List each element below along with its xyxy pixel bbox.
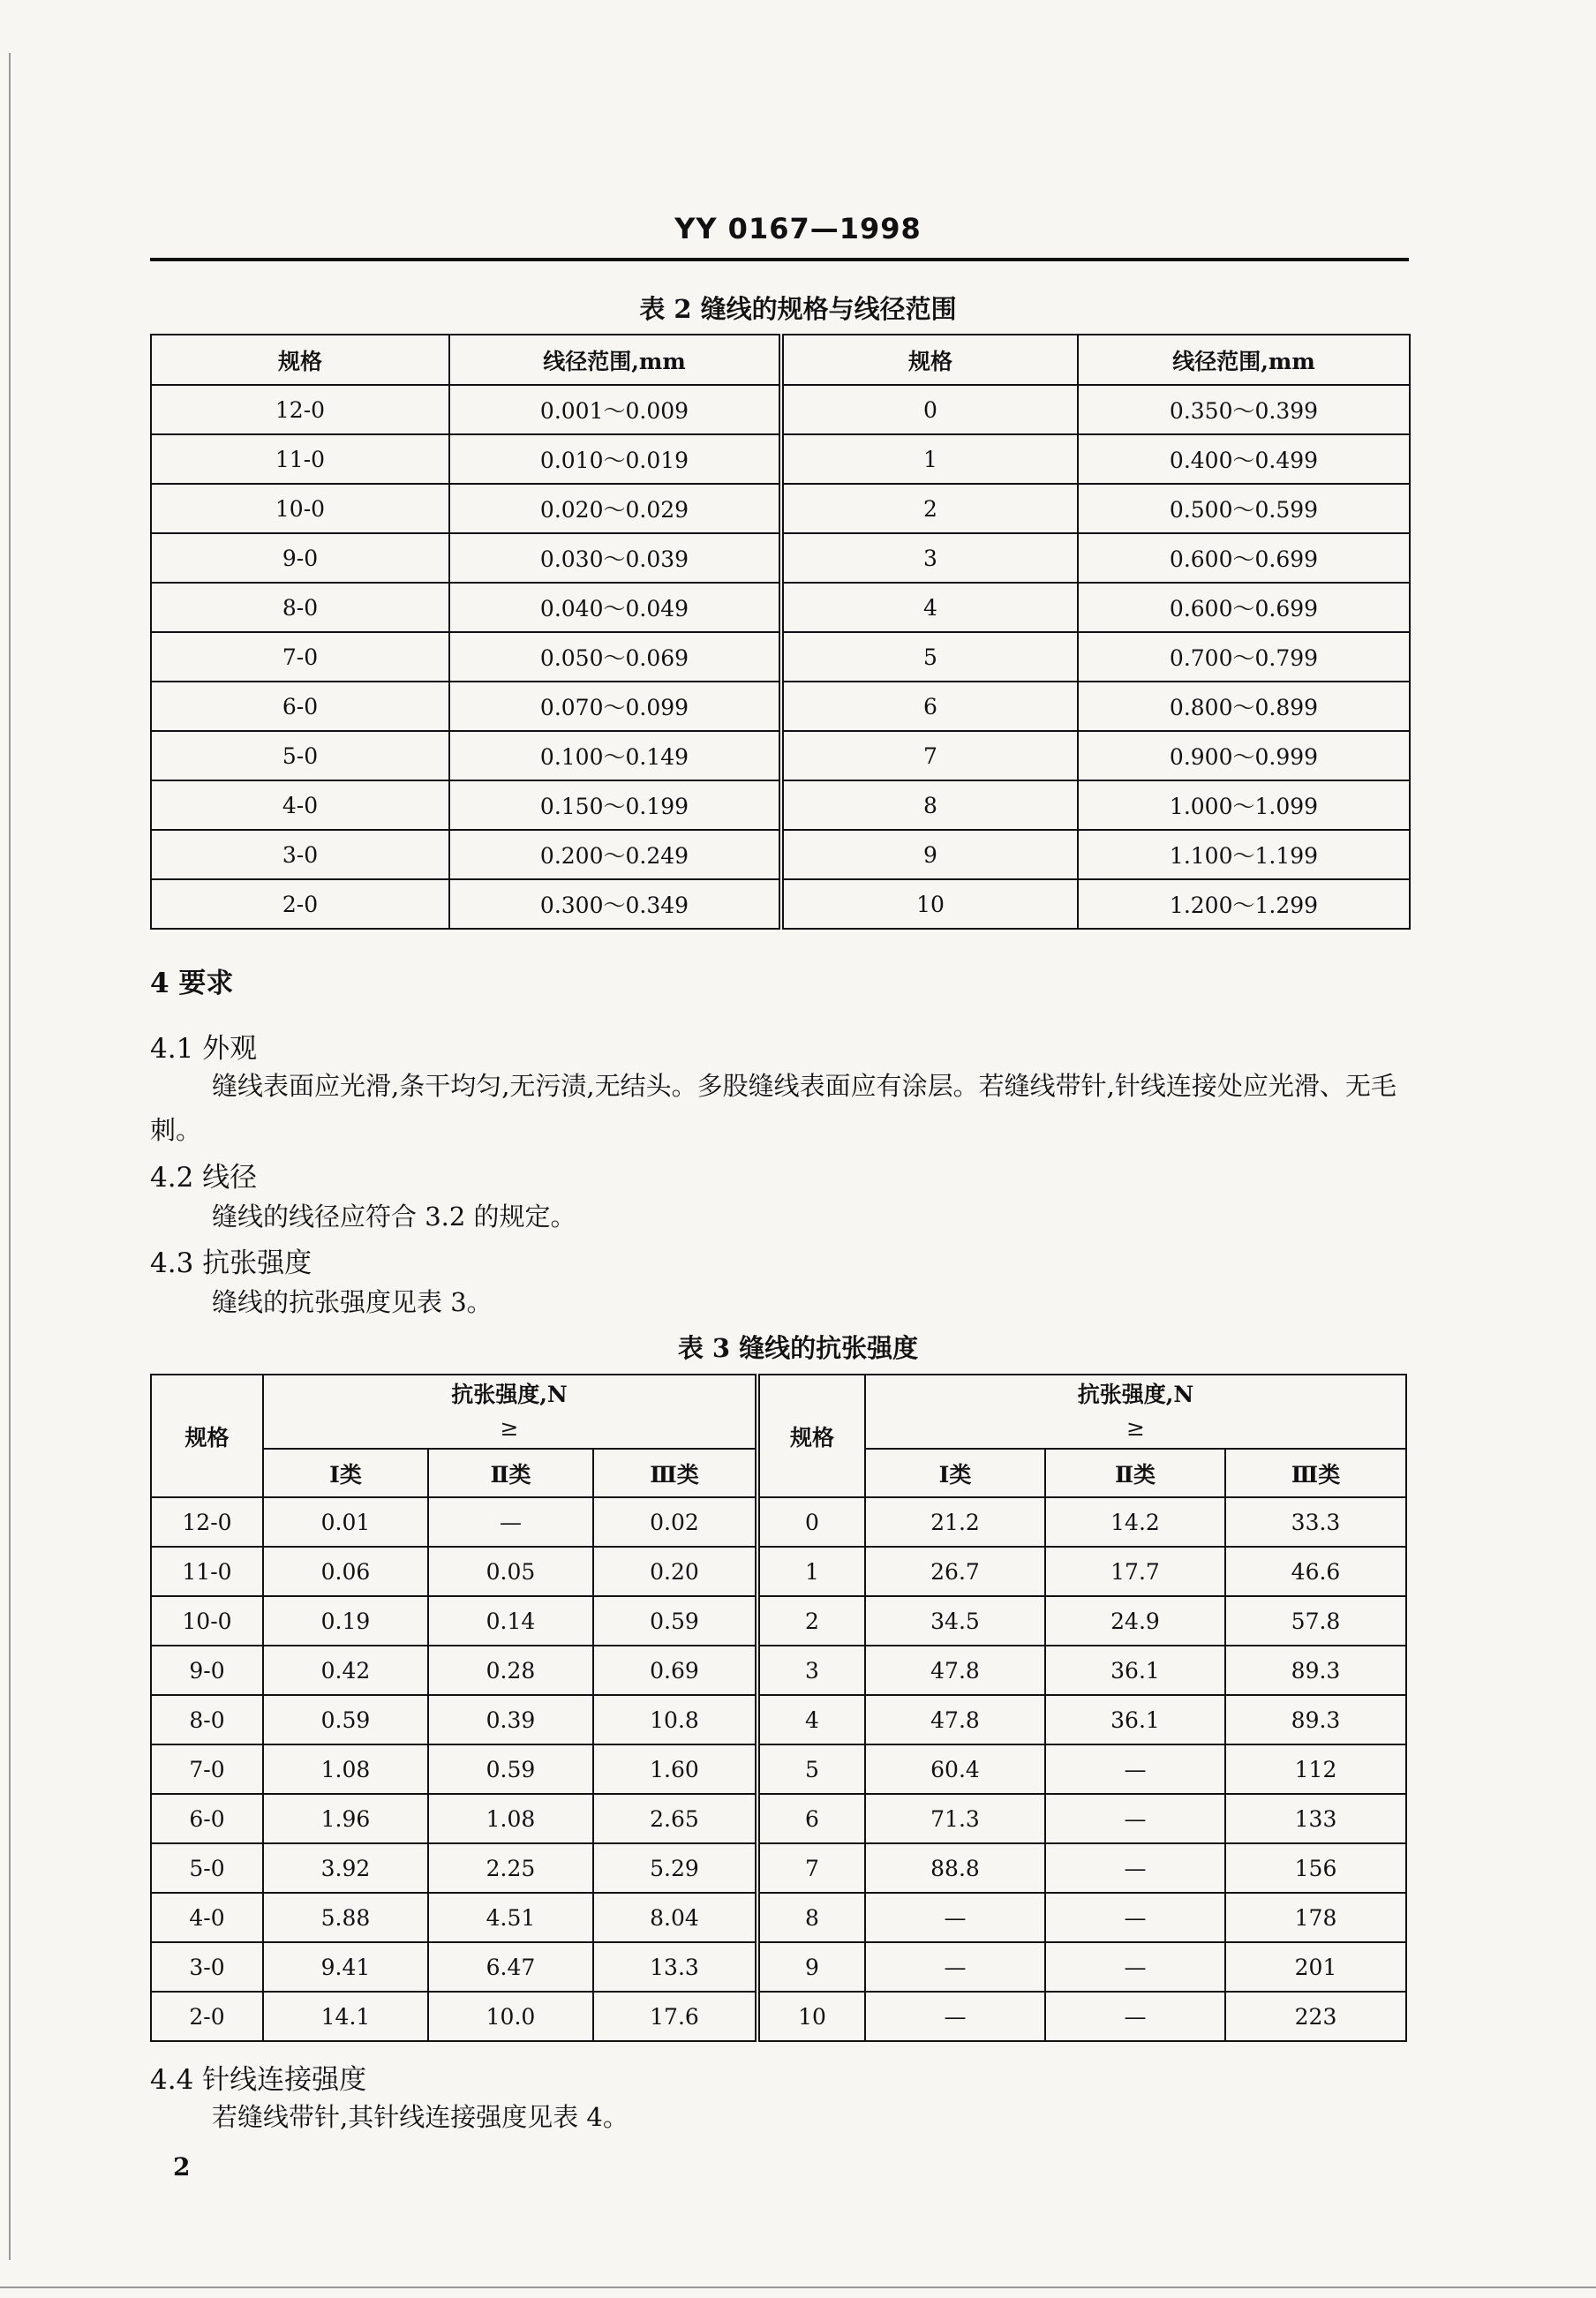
table-cell: 7-0: [151, 1744, 263, 1794]
min-symbol: ≥: [1126, 1415, 1145, 1441]
table3: [150, 1374, 1407, 2042]
table-cell: 0.39: [428, 1695, 593, 1744]
class-header: Ⅲ类: [593, 1449, 757, 1497]
table2: [150, 334, 1411, 930]
table3-strength-header: [865, 1375, 1406, 1449]
table-cell: 10.8: [593, 1695, 757, 1744]
table-cell: 1.96: [263, 1794, 428, 1843]
bottom-edge-line: [0, 2287, 1596, 2288]
table-cell: 5: [757, 1744, 865, 1794]
table-cell: —: [428, 1497, 593, 1547]
table-cell: 11-0: [151, 1547, 263, 1596]
min-symbol: ≥: [500, 1415, 519, 1441]
table-cell: 0.59: [263, 1695, 428, 1744]
table-cell: 89.3: [1225, 1695, 1406, 1744]
table-cell: 33.3: [1225, 1497, 1406, 1547]
table-cell: 5.88: [263, 1893, 428, 1942]
table-cell: 0.20: [593, 1547, 757, 1596]
table2-row: [151, 780, 1410, 830]
section-4-4-heading: 4.4 针线连接强度: [150, 2064, 367, 2096]
strength-label: 抗张强度,N: [1077, 1382, 1194, 1407]
section-4-heading: 4 要求: [150, 968, 234, 999]
table-cell: 6: [757, 1794, 865, 1843]
table-cell: 2-0: [151, 879, 449, 929]
table-cell: 88.8: [865, 1843, 1045, 1893]
table-cell: 0.070～0.099: [449, 682, 781, 731]
section-4-4-text: 若缝线带针,其针线连接强度见表 4。: [212, 2102, 629, 2132]
table2-row: [151, 385, 1410, 434]
table2-row: [151, 731, 1410, 780]
table3-row: [151, 1992, 1406, 2041]
table-cell: 10: [757, 1992, 865, 2041]
table-cell: 3-0: [151, 830, 449, 879]
table-cell: 0.600～0.699: [1078, 583, 1410, 632]
table-cell: 5.29: [593, 1843, 757, 1893]
table-cell: 5-0: [151, 731, 449, 780]
table-cell: 8-0: [151, 1695, 263, 1744]
table2-row: [151, 533, 1410, 583]
class-header: Ⅰ类: [263, 1449, 428, 1497]
table-cell: 4: [757, 1695, 865, 1744]
table2-row: [151, 682, 1410, 731]
table2-row: [151, 830, 1410, 879]
table-cell: 0.030～0.039: [449, 533, 781, 583]
table-cell: 133: [1225, 1794, 1406, 1843]
table-cell: 156: [1225, 1843, 1406, 1893]
table-cell: 6: [781, 682, 1078, 731]
table-cell: 1.08: [263, 1744, 428, 1794]
scan-edge-line: [9, 53, 11, 2260]
table-cell: 0.200～0.249: [449, 830, 781, 879]
table-cell: 24.9: [1045, 1596, 1225, 1646]
class-header: Ⅲ类: [1225, 1449, 1406, 1497]
table2-row: [151, 632, 1410, 682]
table-cell: 9.41: [263, 1942, 428, 1992]
table-cell: 1.100～1.199: [1078, 830, 1410, 879]
table-cell: 21.2: [865, 1497, 1045, 1547]
table2-row: [151, 484, 1410, 533]
table2-row: [151, 879, 1410, 929]
table-cell: 0.19: [263, 1596, 428, 1646]
table-cell: 0.05: [428, 1547, 593, 1596]
section-4-2-text: 缝线的线径应符合 3.2 的规定。: [212, 1202, 576, 1232]
table-cell: 2.65: [593, 1794, 757, 1843]
table-cell: 7: [757, 1843, 865, 1893]
table-cell: —: [1045, 1893, 1225, 1942]
table-cell: 12-0: [151, 385, 449, 434]
header-rule: [150, 258, 1409, 261]
table-cell: 0.150～0.199: [449, 780, 781, 830]
table-cell: —: [1045, 1744, 1225, 1794]
table-cell: 34.5: [865, 1596, 1045, 1646]
table-cell: 1: [757, 1547, 865, 1596]
table-cell: —: [1045, 1992, 1225, 2041]
table3-row: [151, 1942, 1406, 1992]
document-header: YY 0167—1998: [674, 212, 922, 245]
table2-header-row: [151, 335, 1410, 385]
page-number: 2: [173, 2152, 191, 2181]
table-cell: 0.42: [263, 1646, 428, 1695]
table-cell: 5: [781, 632, 1078, 682]
table-cell: 13.3: [593, 1942, 757, 1992]
table-cell: 0.350～0.399: [1078, 385, 1410, 434]
table2-row: [151, 434, 1410, 484]
table-cell: 8: [757, 1893, 865, 1942]
table3-row: [151, 1794, 1406, 1843]
table3-row: [151, 1497, 1406, 1547]
table2-row: [151, 583, 1410, 632]
table-cell: 0.100～0.149: [449, 731, 781, 780]
table-cell: 0.59: [428, 1744, 593, 1794]
table-cell: 0.14: [428, 1596, 593, 1646]
table-cell: 14.2: [1045, 1497, 1225, 1547]
table-cell: 0.600～0.699: [1078, 533, 1410, 583]
table3-spec-header: 规格: [757, 1375, 865, 1497]
table-cell: 4-0: [151, 780, 449, 830]
table-cell: 47.8: [865, 1695, 1045, 1744]
table3-group-header-row: [151, 1375, 1406, 1449]
table-cell: 8: [781, 780, 1078, 830]
table-cell: 112: [1225, 1744, 1406, 1794]
table-cell: 0: [757, 1497, 865, 1547]
strength-label: 抗张强度,N: [451, 1382, 568, 1407]
table-cell: 9: [757, 1942, 865, 1992]
table-cell: 0.700～0.799: [1078, 632, 1410, 682]
table-cell: 26.7: [865, 1547, 1045, 1596]
class-header: Ⅱ类: [428, 1449, 593, 1497]
table-cell: 1.08: [428, 1794, 593, 1843]
table2-header-cell: 线径范围,mm: [449, 335, 781, 385]
table-cell: 11-0: [151, 434, 449, 484]
table-cell: 10-0: [151, 484, 449, 533]
table-cell: 2-0: [151, 1992, 263, 2041]
table-cell: 0.59: [593, 1596, 757, 1646]
section-4-1-text: 缝线表面应光滑,条干均匀,无污渍,无结头。多股缝线表面应有涂层。若缝线带针,针线连接处应光滑、无毛刺。: [150, 1071, 1396, 1145]
table-cell: 0.300～0.349: [449, 879, 781, 929]
table-cell: 9: [781, 830, 1078, 879]
table-cell: 0.500～0.599: [1078, 484, 1410, 533]
table-cell: 201: [1225, 1942, 1406, 1992]
table3-caption: 表 3 缝线的抗张强度: [677, 1333, 919, 1363]
table-cell: 10-0: [151, 1596, 263, 1646]
table-cell: 60.4: [865, 1744, 1045, 1794]
table-cell: 47.8: [865, 1646, 1045, 1695]
table-cell: 0.020～0.029: [449, 484, 781, 533]
table-cell: 0.050～0.069: [449, 632, 781, 682]
table-cell: 3.92: [263, 1843, 428, 1893]
table-cell: —: [1045, 1843, 1225, 1893]
table-cell: 4: [781, 583, 1078, 632]
table-cell: 0.01: [263, 1497, 428, 1547]
table-cell: 7: [781, 731, 1078, 780]
table2-header-cell: 规格: [151, 335, 449, 385]
table3-row: [151, 1695, 1406, 1744]
table-cell: —: [865, 1942, 1045, 1992]
table3-row: [151, 1646, 1406, 1695]
table-cell: 2: [757, 1596, 865, 1646]
table-cell: 0.001～0.009: [449, 385, 781, 434]
table-cell: —: [865, 1893, 1045, 1942]
table-cell: 17.6: [593, 1992, 757, 2041]
class-header: Ⅱ类: [1045, 1449, 1225, 1497]
table2-header-cell: 规格: [781, 335, 1078, 385]
table-cell: 0.800～0.899: [1078, 682, 1410, 731]
table-cell: —: [1045, 1942, 1225, 1992]
table3-strength-header: [263, 1375, 757, 1449]
table-cell: 178: [1225, 1893, 1406, 1942]
table-cell: 1.200～1.299: [1078, 879, 1410, 929]
table3-row: [151, 1744, 1406, 1794]
table-cell: 71.3: [865, 1794, 1045, 1843]
table-cell: 1: [781, 434, 1078, 484]
table-cell: 0.010～0.019: [449, 434, 781, 484]
table-cell: 4.51: [428, 1893, 593, 1942]
table-cell: 2.25: [428, 1843, 593, 1893]
table2-caption: 表 2 缝线的规格与线径范围: [639, 294, 957, 324]
table2-header-cell: 线径范围,mm: [1078, 335, 1410, 385]
table-cell: 3-0: [151, 1942, 263, 1992]
table-cell: 46.6: [1225, 1547, 1406, 1596]
table-cell: 9-0: [151, 1646, 263, 1695]
table-cell: 6-0: [151, 1794, 263, 1843]
table-cell: 0.06: [263, 1547, 428, 1596]
table-cell: 57.8: [1225, 1596, 1406, 1646]
table-cell: 0.400～0.499: [1078, 434, 1410, 484]
table3-row: [151, 1547, 1406, 1596]
table-cell: 36.1: [1045, 1695, 1225, 1744]
table-cell: 12-0: [151, 1497, 263, 1547]
table-cell: 3: [757, 1646, 865, 1695]
table3-row: [151, 1843, 1406, 1893]
table-cell: 0: [781, 385, 1078, 434]
table-cell: 0.040～0.049: [449, 583, 781, 632]
table-cell: 17.7: [1045, 1547, 1225, 1596]
section-4-2-heading: 4.2 线径: [150, 1162, 258, 1194]
table-cell: 9-0: [151, 533, 449, 583]
table-cell: 7-0: [151, 632, 449, 682]
table-cell: 223: [1225, 1992, 1406, 2041]
table-cell: 0.28: [428, 1646, 593, 1695]
table-cell: 8.04: [593, 1893, 757, 1942]
table-cell: 5-0: [151, 1843, 263, 1893]
table-cell: 2: [781, 484, 1078, 533]
table-cell: 14.1: [263, 1992, 428, 2041]
table-cell: 89.3: [1225, 1646, 1406, 1695]
table-cell: 0.900～0.999: [1078, 731, 1410, 780]
table-cell: 1.000～1.099: [1078, 780, 1410, 830]
section-4-3-text: 缝线的抗张强度见表 3。: [212, 1287, 493, 1317]
table-cell: 0.69: [593, 1646, 757, 1695]
table-cell: 36.1: [1045, 1646, 1225, 1695]
table-cell: 4-0: [151, 1893, 263, 1942]
table-cell: —: [1045, 1794, 1225, 1843]
table-cell: 8-0: [151, 583, 449, 632]
section-4-3-heading: 4.3 抗张强度: [150, 1247, 312, 1279]
table3-row: [151, 1893, 1406, 1942]
table-cell: 10.0: [428, 1992, 593, 2041]
table-cell: —: [865, 1992, 1045, 2041]
table-cell: 1.60: [593, 1744, 757, 1794]
table-cell: 0.02: [593, 1497, 757, 1547]
table3-row: [151, 1596, 1406, 1646]
table-cell: 6.47: [428, 1942, 593, 1992]
table-cell: 3: [781, 533, 1078, 583]
class-header: Ⅰ类: [865, 1449, 1045, 1497]
table-cell: 10: [781, 879, 1078, 929]
section-4-1-heading: 4.1 外观: [150, 1033, 258, 1065]
table3-spec-header: 规格: [151, 1375, 263, 1497]
table-cell: 6-0: [151, 682, 449, 731]
